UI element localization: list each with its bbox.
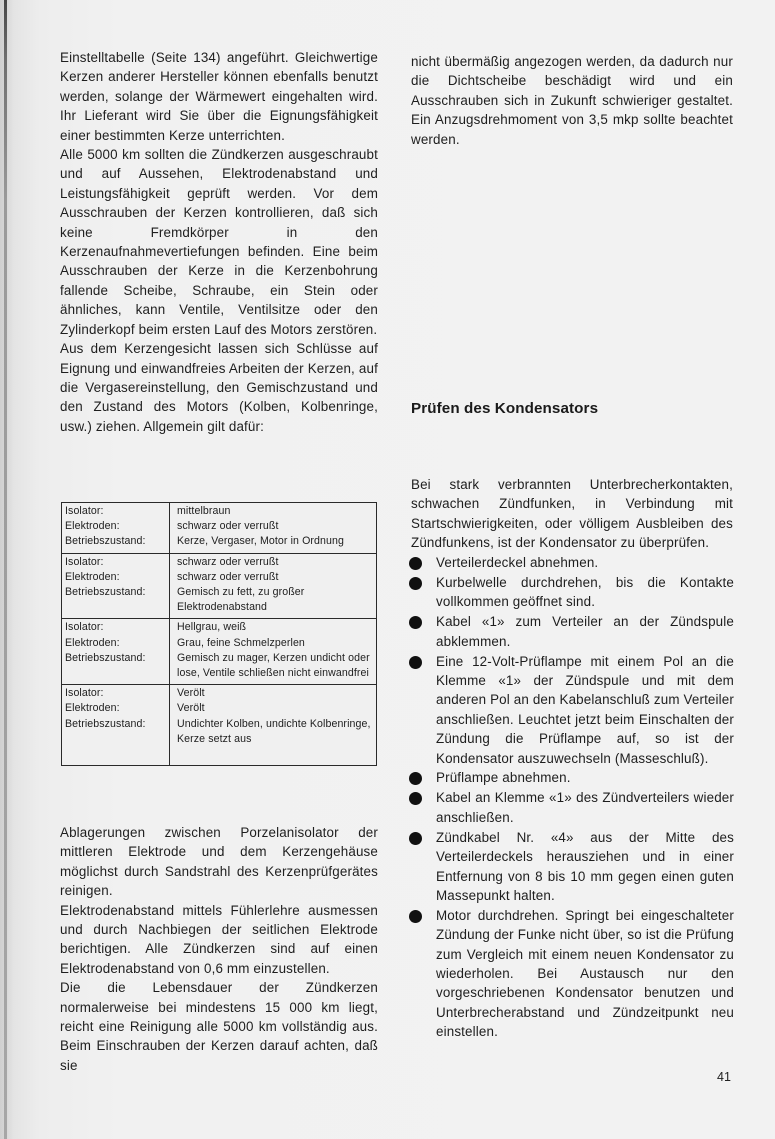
filled-circle-icon xyxy=(409,656,422,669)
filled-circle-icon xyxy=(409,910,422,923)
label-isolator: Isolator: xyxy=(65,505,104,517)
paragraph: Bei stark verbrannten Unterbrecherkontakten, schwachen Zündfunken, in Verbindung mit Startschwierigkeiten, oder völligem Ausbleiben des Zündfunkens, ist der Kondensator zu überprüfen. xyxy=(411,477,733,551)
table-value-cell xyxy=(170,554,376,619)
paragraph: Ablagerungen zwischen Porzelanisolator der mittleren Elektrode und dem Kerzengehäuse möglichst durch Sandstrahl des Kerzenprüfgerätes reinigen. xyxy=(60,825,378,899)
table-value-cell xyxy=(170,619,376,684)
filled-circle-icon xyxy=(409,792,422,805)
filled-circle-icon xyxy=(409,557,422,570)
paragraph: nicht übermäßig angezogen werden, da dadurch nur die Dichtscheibe beschädigt wird und ein Ausschrauben sich in Zukunft schwieriger gestaltet. Ein Anzugsdrehmoment von 3,5 mkp sollte beachtet werden. xyxy=(411,54,733,147)
list-item xyxy=(408,573,734,612)
list-item xyxy=(408,828,734,906)
step-text: Kabel «1» zum Verteiler an der Zündspule abklemmen. xyxy=(436,614,734,649)
value-betriebszustand: Undichter Kolben, undichte Kolbenringe, Kerze setzt aus xyxy=(177,717,371,745)
label-betriebszustand: Betriebszustand: xyxy=(65,651,146,664)
table-row xyxy=(62,503,376,554)
value-isolator: Verölt xyxy=(177,687,205,700)
filled-circle-icon xyxy=(409,772,422,785)
step-text: Prüflampe abnehmen. xyxy=(436,770,571,786)
paragraph: Elektrodenabstand mittels Fühlerlehre ausmessen und durch Nachbiegen der seitlichen Elektrode berichtigen. Alle Zündkerzen sind auf einen Elektrodenabstand von 0,6 mm einzustellen. xyxy=(60,902,378,976)
value-isolator: mittelbraun xyxy=(177,505,231,517)
page-binding-edge xyxy=(4,0,7,1139)
label-isolator: Isolator: xyxy=(65,621,104,634)
list-item xyxy=(408,553,734,572)
table-value-cell xyxy=(170,503,376,553)
step-text: Zündkabel Nr. «4» aus der Mitte des Verteilerdeckels herausziehen und in einer Entfernung von 8 bis 10 mm gegen einen guten Massepunkt halten. xyxy=(436,829,734,903)
table-label-cell xyxy=(62,619,170,684)
value-isolator: Hellgrau, weiß xyxy=(177,621,247,634)
table-row xyxy=(62,619,376,685)
label-betriebszustand: Betriebszustand: xyxy=(65,586,146,599)
procedure-steps-list xyxy=(408,553,734,1042)
filled-circle-icon xyxy=(409,832,422,845)
table-label-cell xyxy=(62,503,170,553)
step-text: Eine 12-Volt-Prüflampe mit einem Pol an die Klemme «1» der Zündspule und mit dem anderen Pol an den Kabelanschluß zum Verteiler anschließen. Leuchtet jetzt beim Einschalten der Zündung die Prüflampe auf, so ist der Kondensator auszuwechseln (Masseschluß). xyxy=(436,653,734,766)
filled-circle-icon xyxy=(409,577,422,590)
filled-circle-icon xyxy=(409,616,422,629)
label-elektroden: Elektroden: xyxy=(65,702,120,715)
table-row xyxy=(62,685,376,765)
step-text: Kabel an Klemme «1» des Zündverteilers wieder anschließen. xyxy=(436,790,734,825)
paragraph: Aus dem Kerzengesicht lassen sich Schlüsse auf Eignung und einwandfreies Arbeiten der Kerzen, auf die Vergasereinstellung, den Gemischzustand und den Zustand des Motors (Kolben, Kolbenringe, usw.) ziehen. Allgemein gilt dafür: xyxy=(60,341,378,434)
table-value-cell xyxy=(170,685,376,765)
value-elektroden: schwarz oder verrußt xyxy=(177,570,279,583)
list-item xyxy=(408,906,734,1042)
paragraph: Die die Lebensdauer der Zündkerzen normalerweise bei mindestens 15 000 km liegt, reicht eine Reinigung alle 5000 km vollständig aus. Beim Einschrauben der Kerzen darauf achten, daß sie xyxy=(60,980,378,1073)
page-number: 41 xyxy=(717,1070,731,1084)
value-betriebszustand: Gemisch zu fett, zu großer Elektrodenabstand xyxy=(177,586,305,614)
label-betriebszustand: Betriebszustand: xyxy=(65,535,146,548)
list-item xyxy=(408,788,734,827)
right-column-top xyxy=(411,52,733,149)
label-isolator: Isolator: xyxy=(65,555,104,568)
list-item xyxy=(408,652,734,768)
list-item xyxy=(408,768,734,787)
value-betriebszustand: Gemisch zu mager, Kerzen undicht oder lose, Ventile schließen nicht einwandfrei xyxy=(177,651,370,680)
value-betriebszustand: Kerze, Vergaser, Motor in Ordnung xyxy=(177,535,345,548)
value-elektroden: Verölt xyxy=(177,702,205,715)
label-betriebszustand: Betriebszustand: xyxy=(65,717,146,730)
step-text: Kurbelwelle durchdrehen, bis die Kontakte vollkommen geöffnet sind. xyxy=(436,574,734,610)
left-column-top xyxy=(60,48,378,436)
value-isolator: schwarz oder verrußt xyxy=(177,555,279,568)
label-elektroden: Elektroden: xyxy=(65,636,120,649)
table-row xyxy=(62,554,376,620)
label-isolator: Isolator: xyxy=(65,687,104,700)
section-heading: Prüfen des Kondensators xyxy=(411,400,599,417)
left-column-bottom xyxy=(60,823,378,1075)
paragraph: Einstelltabelle (Seite 134) angeführt. Gleichwertige Kerzen anderer Hersteller können ebenfalls benutzt werden, solange der Wärmewert eingehalten wird. Ihr Lieferant wird Sie über die Eignungsfähigkeit einer bestimmten Kerze unterrichten. xyxy=(60,50,378,143)
spark-plug-condition-table xyxy=(61,502,377,766)
value-elektroden: Grau, feine Schmelzperlen xyxy=(177,636,305,649)
table-label-cell xyxy=(62,554,170,619)
label-elektroden: Elektroden: xyxy=(65,520,120,533)
section-intro xyxy=(411,475,733,553)
list-item xyxy=(408,612,734,651)
table-label-cell xyxy=(62,685,170,765)
value-elektroden: schwarz oder verrußt xyxy=(177,520,279,533)
step-text: Motor durchdrehen. Springt bei eingeschalteter Zündung der Funke nicht über, so ist die Prüfung zum Vergleich mit einem neuen Kondensator zu wiederholen. Bei Austausch nur den vorgeschriebenen Kondensator benutzen und Unterbrecherabstand und Zündzeitpunkt neu einstellen. xyxy=(436,907,734,1040)
paragraph: Alle 5000 km sollten die Zündkerzen ausgeschraubt und auf Aussehen, Elektrodenabstand und Leistungsfähigkeit geprüft werden. Vor dem Ausschrauben der Kerzen kontrollieren, daß sich keine Fremdkörper in den Kerzenaufnahmevertiefungen befinden. Eine beim Ausschrauben der Kerze in die Kerzenbohrung fallende Scheibe, Schraube, ein Stein oder ähnliches, kann Ventile, Ventilsitze oder den Zylinderkopf beim ersten Lauf des Motors zerstören. xyxy=(60,147,378,337)
label-elektroden: Elektroden: xyxy=(65,570,120,583)
step-text: Verteilerdeckel abnehmen. xyxy=(436,555,599,570)
